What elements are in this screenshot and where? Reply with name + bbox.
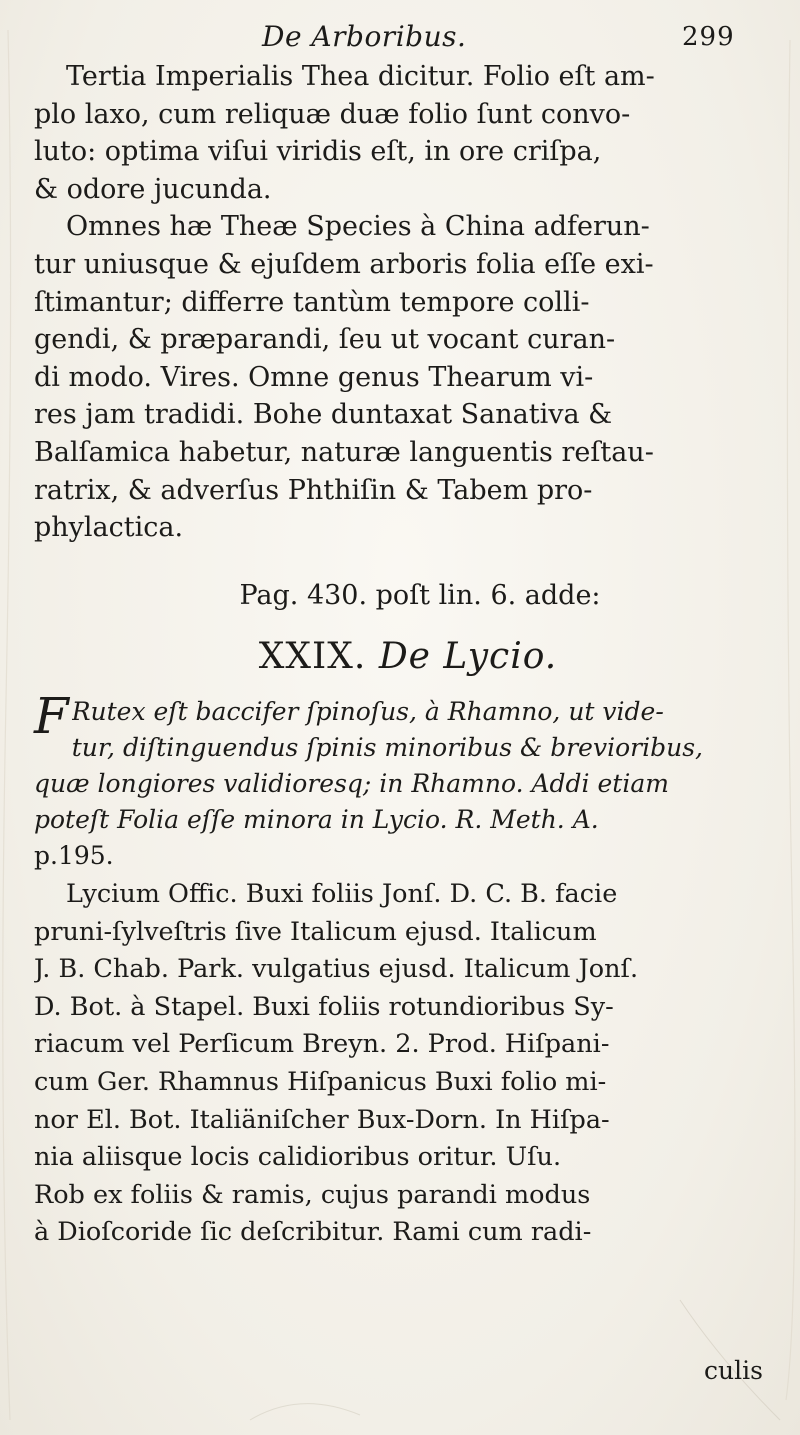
text-line: Rutex eſt baccifer ſpinoſus, à Rhamno, ut vide-: [71, 697, 664, 726]
synonyms-block: [34, 876, 784, 1252]
text-line: nor El. Bot. Italiäniſcher Bux-Dorn. In Hiſpa-: [34, 1104, 610, 1135]
text-line: phylactica.: [34, 512, 184, 544]
page-number: 299: [682, 22, 735, 52]
body-text: [34, 58, 782, 547]
text-line: D. Bot. à Stapel. Buxi foliis rotundioribus Sy-: [34, 991, 614, 1022]
text-line: cum Ger. Rhamnus Hiſpanicus Buxi folio mi-: [34, 1066, 607, 1097]
description-block: [34, 687, 784, 874]
text-line: Rob ex foliis & ramis, cujus parandi modus: [34, 1179, 591, 1210]
running-head: De Arboribus.: [262, 20, 467, 53]
text-line: Omnes hæ Theæ Species à China adferun-: [66, 211, 650, 243]
drop-cap: F: [34, 687, 69, 745]
text-line: Tertia Imperialis Thea dicitur. Folio eſt am-: [66, 61, 655, 92]
text-line: ſtimantur; differre tantùm tempore colli-: [34, 286, 590, 318]
text-line: J. B. Chab. Park. vulgatius ejusd. Italicum Jonſ.: [34, 954, 639, 985]
text-line: luto: optima viſui viridis eſt, in ore criſpa,: [34, 136, 602, 168]
text-line: gendi, & præparandi, ſeu ut vocant curan-: [34, 324, 616, 356]
text-line: ratrix, & adverſus Phthiſin & Tabem pro-: [34, 474, 593, 506]
paragraph-omnes: [34, 208, 782, 546]
text-line: di modo. Vires. Omne genus Thearum vi-: [34, 361, 594, 393]
insertion-note: Pag. 430. poſt lin. 6. adde:: [239, 580, 601, 611]
text-line: tur, diſtinguendus ſpinis minoribus & brevioribus,: [71, 733, 703, 762]
catchword: culis: [704, 1356, 763, 1385]
section-heading: [0, 636, 800, 677]
text-line: poteſt Folia eſſe minora in Lycio. R. Meth. A.: [34, 805, 599, 834]
reference-line: p.195.: [34, 841, 114, 870]
text-line: Lycium Offic. Buxi foliis Jonſ. D. C. B. facie: [66, 879, 618, 909]
text-line: riacum vel Perſicum Breyn. 2. Prod. Hiſpani-: [34, 1029, 610, 1060]
paragraph-tertia: [34, 58, 782, 208]
text-line: tur uniusque & ejuſdem arboris folia eſſe exi-: [34, 248, 654, 280]
text-line: res jam tradidi. Bohe duntaxat Sanativa &: [34, 399, 613, 431]
page-header: [0, 16, 800, 56]
text-line: pruni-ſylveſtris ſive Italicum ejusd. Italicum: [34, 916, 597, 947]
section-title: De Lycio.: [378, 636, 558, 677]
text-line: & odore jucunda.: [34, 173, 272, 205]
text-line: à Dioſcoride ſic deſcribitur. Rami cum radi-: [34, 1217, 592, 1248]
text-line: plo laxo, cum reliquæ duæ folio ſunt convo-: [34, 98, 631, 130]
text-line: nia aliisque locis calidioribus oritur. Uſu.: [34, 1142, 562, 1173]
section-number: XXIX.: [258, 636, 367, 677]
text-line: quæ longiores validioresq; in Rhamno. Addi etiam: [34, 769, 669, 798]
text-line: Balſamica habetur, naturæ languentis reſtau-: [34, 436, 654, 468]
